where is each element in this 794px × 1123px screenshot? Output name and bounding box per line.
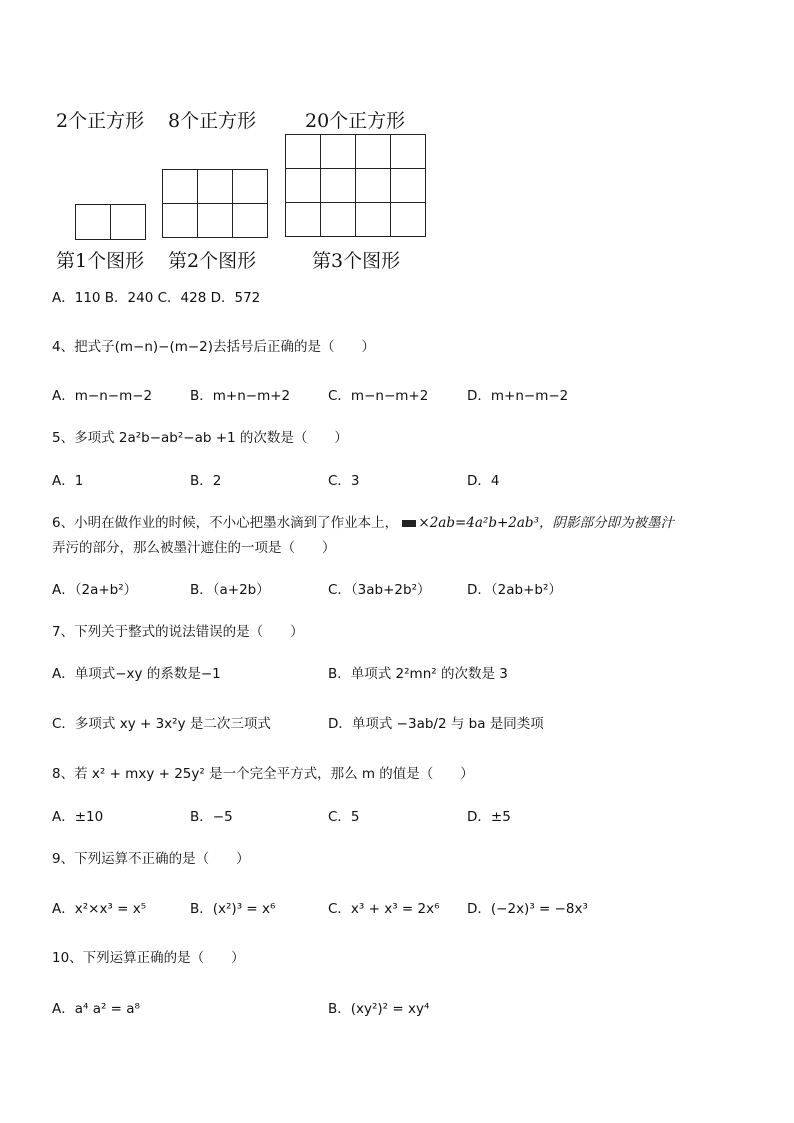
ink-blot-icon	[402, 520, 416, 527]
q7-stem: 7、下列关于整式的说法错误的是（ ）	[52, 624, 304, 640]
caption-figure-1: 第1个图形	[56, 250, 145, 272]
q9-option-a: A．x²×x³ = x⁵	[52, 901, 147, 917]
q7-option-b: B．单项式 2²mn² 的次数是 3	[328, 666, 508, 682]
caption-8-squares: 8个正方形	[168, 110, 257, 132]
q10-stem: 10、下列运算正确的是（ ）	[52, 950, 245, 966]
q8-option-d: D．±5	[467, 809, 511, 825]
q10-option-b: B．(xy²)² = xy⁴	[328, 1001, 430, 1017]
q5-option-c: C．3	[328, 473, 360, 489]
figure-2-grid	[162, 169, 268, 238]
square-pattern-figure	[50, 100, 450, 280]
q6-option-c: C．（3ab+2b²）	[328, 582, 431, 598]
caption-20-squares: 20个正方形	[305, 110, 406, 132]
figure-1-grid	[75, 204, 146, 240]
q9-option-b: B．(x²)³ = x⁶	[190, 901, 276, 917]
q5-stem: 5、多项式 2a²b−ab²−ab +1 的次数是（ ）	[52, 430, 348, 446]
q6-stem-line1	[52, 514, 674, 532]
q8-stem: 8、若 x² + mxy + 25y² 是一个完全平方式，那么 m 的值是（ ）	[52, 766, 474, 782]
q6-stem-text: 6、小明在做作业的时候，不小心把墨水滴到了作业本上，	[52, 515, 399, 531]
q9-option-d: D．(−2x)³ = −8x³	[467, 901, 588, 917]
q9-stem: 9、下列运算不正确的是（ ）	[52, 851, 250, 867]
q4-option-c: C．m−n−m+2	[328, 388, 429, 404]
q8-option-a: A．±10	[52, 809, 104, 825]
q6-option-a: A．（2a+b²）	[52, 582, 138, 598]
q8-option-c: C．5	[328, 809, 360, 825]
q7-option-a: A．单项式−xy 的系数是−1	[52, 666, 221, 682]
q8-option-b: B．−5	[190, 809, 233, 825]
q3-options: A．110 B．240 C．428 D．572	[52, 290, 261, 306]
q4-option-a: A．m−n−m−2	[52, 388, 153, 404]
q5-option-a: A．1	[52, 473, 84, 489]
caption-2-squares: 2个正方形	[56, 110, 145, 132]
caption-figure-2: 第2个图形	[168, 250, 257, 272]
q4-option-b: B．m+n−m+2	[190, 388, 291, 404]
q7-option-d: D．单项式 −3ab/2 与 ba 是同类项	[328, 716, 544, 732]
q6-stem-expression: ×2ab=4a²b+2ab³，阴影部分即为被墨汁	[418, 515, 674, 531]
q6-option-b: B．（a+2b）	[190, 582, 270, 598]
q6-stem-line2: 弄污的部分，那么被墨汁遮住的一项是（ ）	[52, 540, 336, 556]
q9-option-c: C．x³ + x³ = 2x⁶	[328, 901, 440, 917]
q5-option-b: B．2	[190, 473, 222, 489]
q4-stem: 4、把式子(m−n)−(m−2)去括号后正确的是（ ）	[52, 339, 376, 355]
caption-figure-3: 第3个图形	[312, 250, 401, 272]
q7-option-c: C．多项式 xy + 3x²y 是二次三项式	[52, 716, 271, 732]
figure-3-grid	[285, 134, 426, 237]
q10-option-a: A．a⁴ a² = a⁸	[52, 1001, 140, 1017]
q4-option-d: D．m+n−m−2	[467, 388, 569, 404]
q5-option-d: D．4	[467, 473, 500, 489]
q6-option-d: D．（2ab+b²）	[467, 582, 562, 598]
